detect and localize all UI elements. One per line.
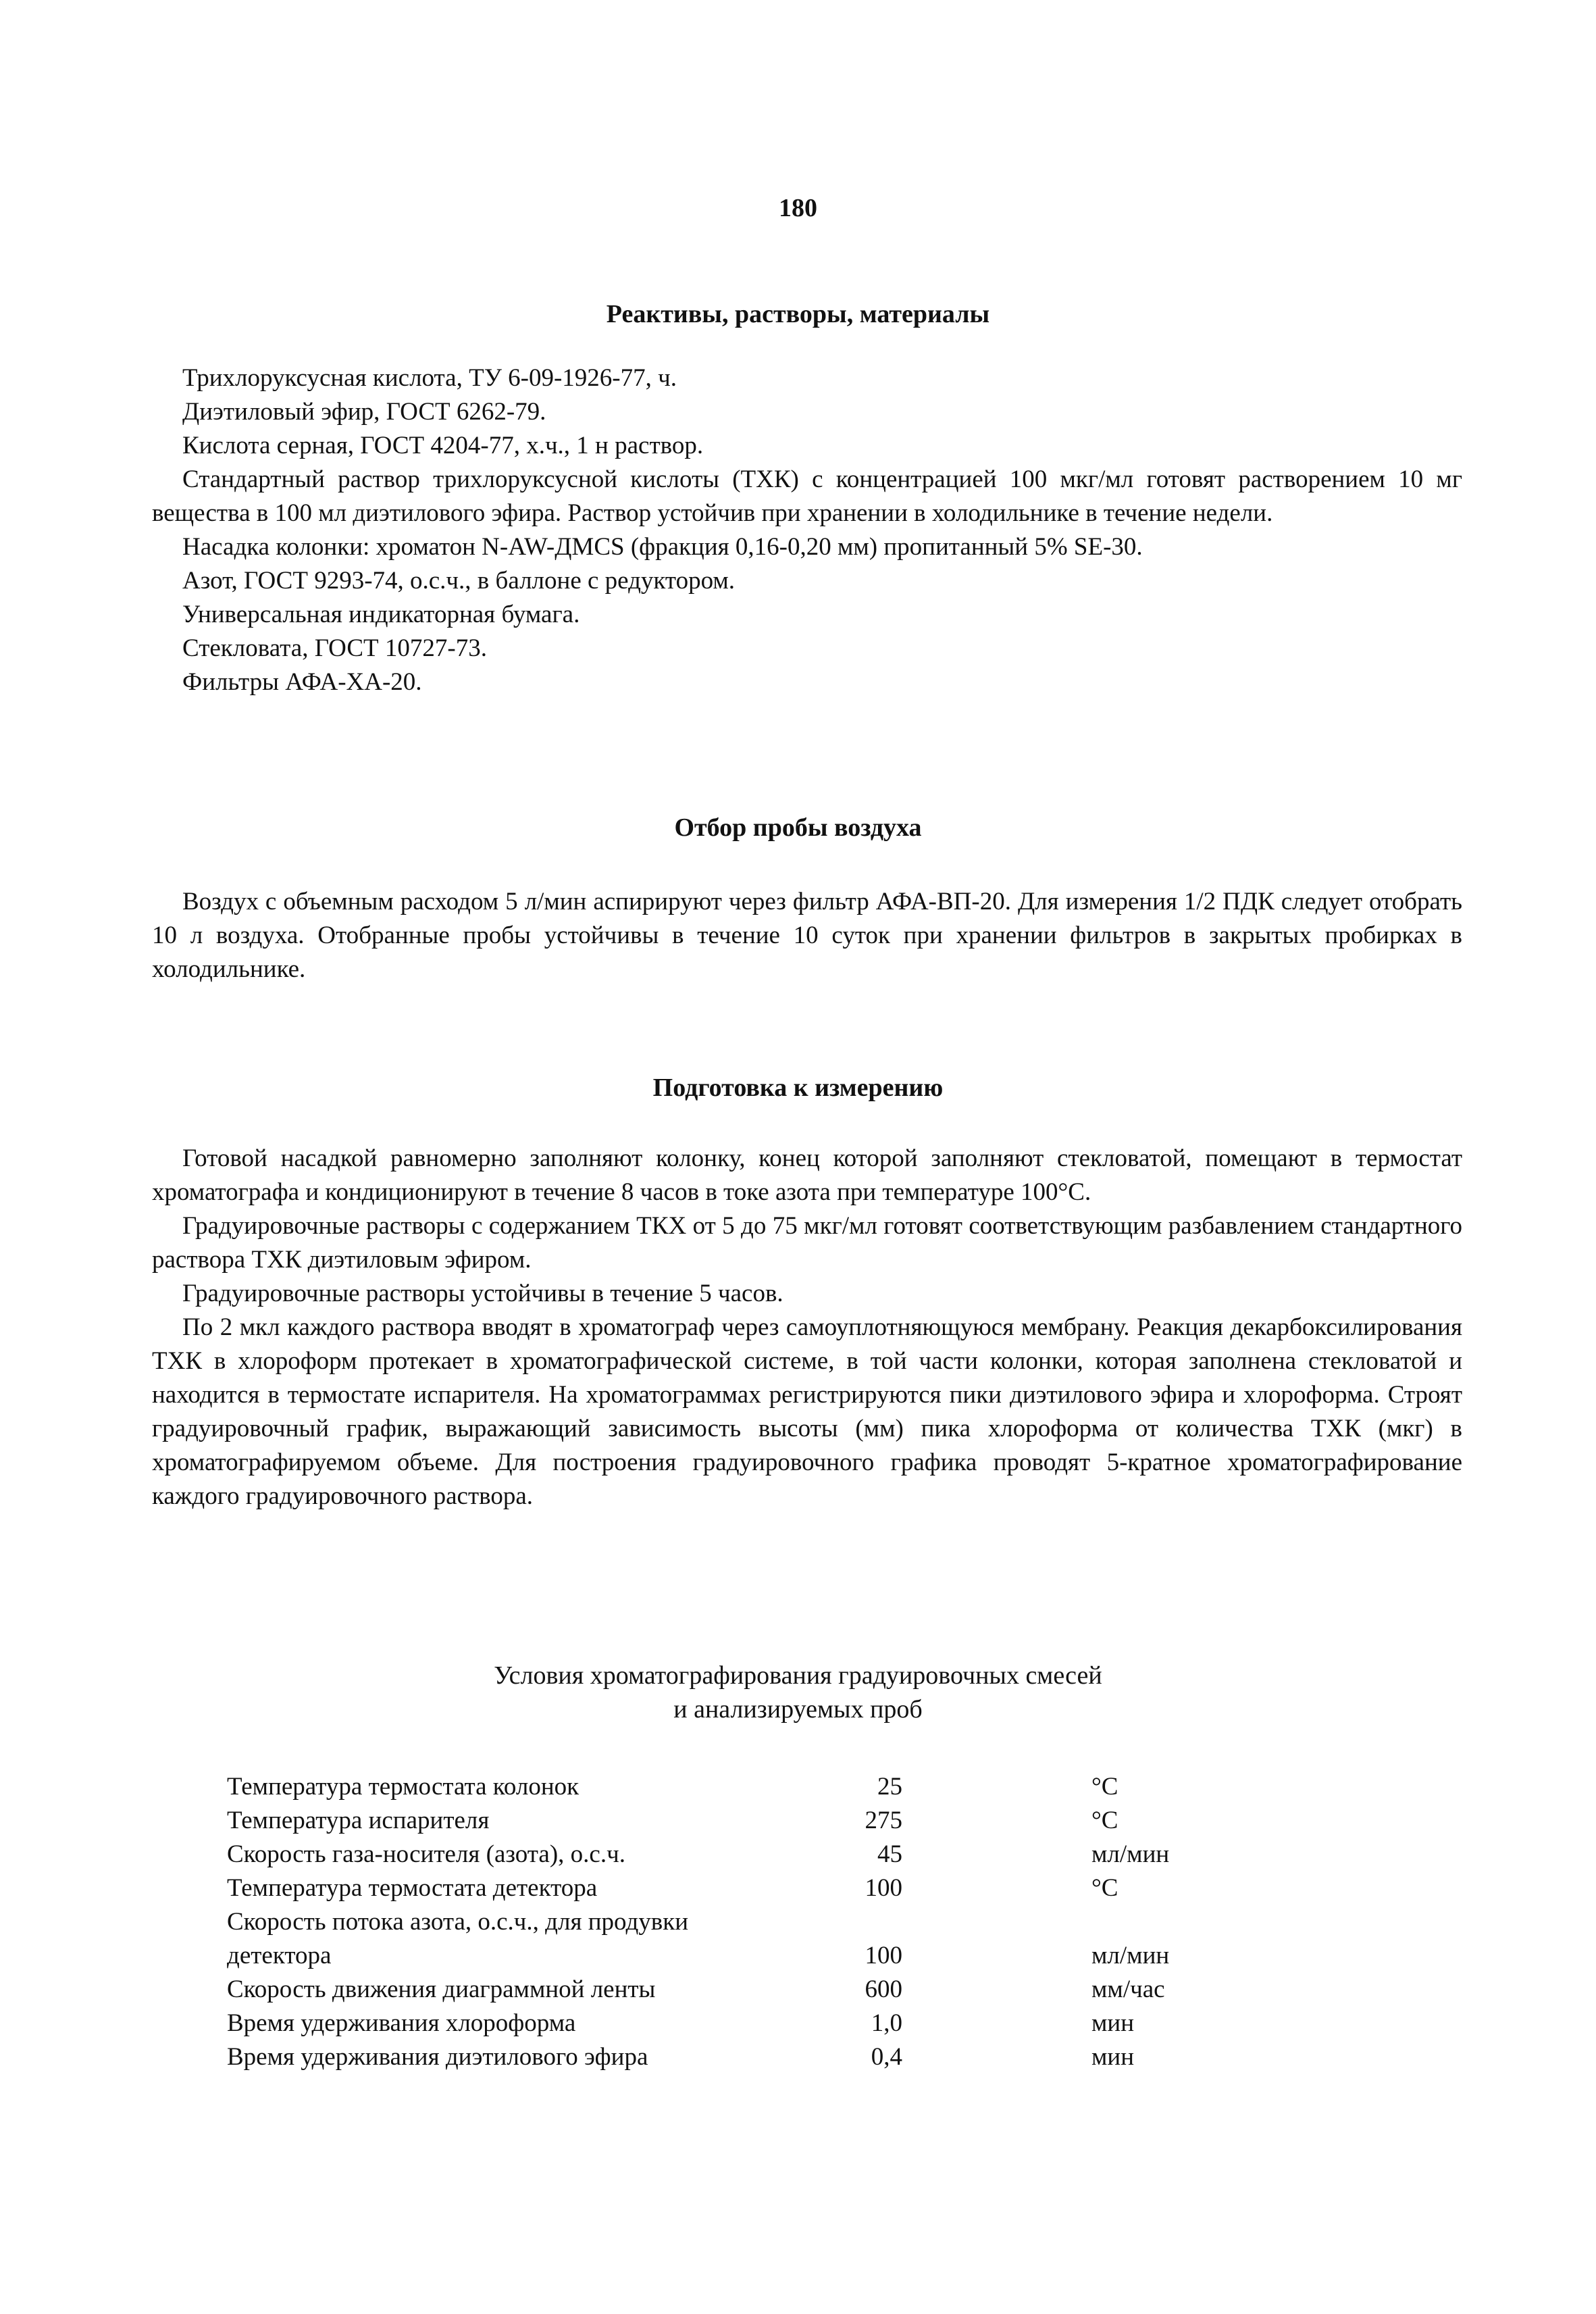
reagent-item: Фильтры АФА-ХА-20. [182, 668, 422, 696]
reagent-item: Насадка колонки: хроматон N-AW-ДМCS (фракция 0,16-0,20 мм) пропитанный 5% SE-30. [182, 533, 1143, 561]
preparation-paragraph: Градуировочные растворы устойчивы в течение 5 часов. [182, 1280, 783, 1307]
conditions-row [227, 1770, 1240, 1804]
condition-label: Температура термостата колонок [227, 1773, 580, 1801]
conditions-heading-line1: Условия хроматографирования градуировочных смесей [494, 1661, 1102, 1690]
condition-value: 100 [865, 1942, 902, 1969]
sampling-paragraph: Воздух с объемным расходом 5 л/мин аспирируют через фильтр АФА-ВП-20. Для измерения 1/2 ПДК следует отобрать 10 л воздуха. Отобранные пробы устойчивы в течение 10 суток при хранении фильтров в закрытых пробирках в холодильнике. [152, 888, 1462, 983]
condition-unit: °С [1091, 1773, 1118, 1801]
preparation-paragraph: Градуировочные растворы с содержанием ТКХ от 5 до 75 мкг/мл готовят соответствующим разбавлением стандартного раствора ТХК диэтиловым эфиром. [152, 1212, 1462, 1274]
conditions-heading-line2: и анализируемых проб [673, 1695, 923, 1724]
reagents-list [152, 361, 1462, 699]
condition-unit: мм/час [1091, 1976, 1165, 2003]
reagent-item: Стандартный раствор трихлоруксусной кислоты (ТХК) с концентрацией 100 мкг/мл готовят растворением 10 мг вещества в 100 мл диэтилового эфира. Раствор устойчив при хранении в холодильнике в течение недели. [152, 466, 1462, 527]
condition-unit: мин [1091, 2009, 1135, 2037]
preparation-heading: Подготовка к измерению [652, 1074, 944, 1102]
condition-value: 45 [877, 1840, 902, 1868]
reagent-item: Азот, ГОСТ 9293-74, о.с.ч., в баллоне с редуктором. [182, 567, 736, 595]
condition-value: 25 [877, 1773, 902, 1801]
sampling-heading: Отбор пробы воздуха [674, 813, 922, 842]
reagent-item: Кислота серная, ГОСТ 4204-77, х.ч., 1 н раствор. [182, 432, 704, 459]
condition-value: 600 [865, 1976, 902, 2003]
page-number: 180 [779, 194, 817, 222]
preparation-paragraph: По 2 мкл каждого раствора вводят в хроматограф через самоуплотняющуюся мембрану. Реакция декарбоксилирования ТХК в хлороформ протекает в хроматографической системе, в той части колонки, которая заполнена стекловатой и находится в термостате испарителя. На хроматограммах регистрируются пики диэтилового эфира и хлороформа. Строят градуировочный график, выражающий зависимость высоты (мм) пика хлороформа от количества ТХК (мкг) в хроматографируемом объеме. Для построения градуировочного графика проводят 5-кратное хроматографирование каждого градуировочного раствора. [152, 1313, 1462, 1510]
condition-label: Время удерживания хлороформа [227, 2009, 576, 2037]
conditions-row [227, 1838, 1240, 1871]
condition-unit: °С [1091, 1807, 1118, 1834]
condition-label: Скорость газа-носителя (азота), о.с.ч. [227, 1840, 625, 1868]
preparation-text [152, 1142, 1462, 1513]
reagent-item: Трихлоруксусная кислота, ТУ 6-09-1926-77, ч. [182, 364, 677, 392]
condition-label: Скорость движения диаграммной ленты [227, 1976, 656, 2003]
conditions-row [227, 1973, 1240, 2007]
condition-label: Температура испарителя [227, 1807, 490, 1834]
condition-unit: °С [1091, 1874, 1118, 1902]
reagent-item: Универсальная индикаторная бумага. [182, 601, 580, 628]
condition-label: Время удерживания диэтилового эфира [227, 2043, 648, 2071]
preparation-paragraph: Готовой насадкой равномерно заполняют колонку, конец которой заполняют стекловатой, помещают в термостат хроматографа и кондиционируют в течение 8 часов в токе азота при температуре 100°С. [152, 1145, 1462, 1206]
condition-value: 100 [865, 1874, 902, 1902]
conditions-table [227, 1770, 1240, 2074]
condition-value: 275 [865, 1807, 902, 1834]
condition-label: Температура термостата детектора [227, 1874, 598, 1902]
conditions-row [227, 1871, 1240, 1905]
reagent-item: Стекловата, ГОСТ 10727-73. [182, 634, 487, 662]
reagents-heading: Реактивы, растворы, материалы [606, 300, 990, 328]
conditions-row [227, 1804, 1240, 1838]
condition-unit: мл/мин [1091, 1942, 1170, 1969]
condition-value: 1,0 [871, 2009, 902, 2037]
condition-unit: мин [1091, 2043, 1135, 2071]
condition-label: Скорость потока азота, о.с.ч., для продувки детектора [227, 1908, 689, 1969]
condition-value: 0,4 [871, 2043, 902, 2071]
conditions-row [227, 1905, 1240, 1973]
sampling-text [152, 885, 1462, 986]
reagent-item: Диэтиловый эфир, ГОСТ 6262-79. [182, 398, 546, 426]
condition-unit: мл/мин [1091, 1840, 1170, 1868]
conditions-row [227, 2040, 1240, 2074]
conditions-row [227, 2007, 1240, 2040]
